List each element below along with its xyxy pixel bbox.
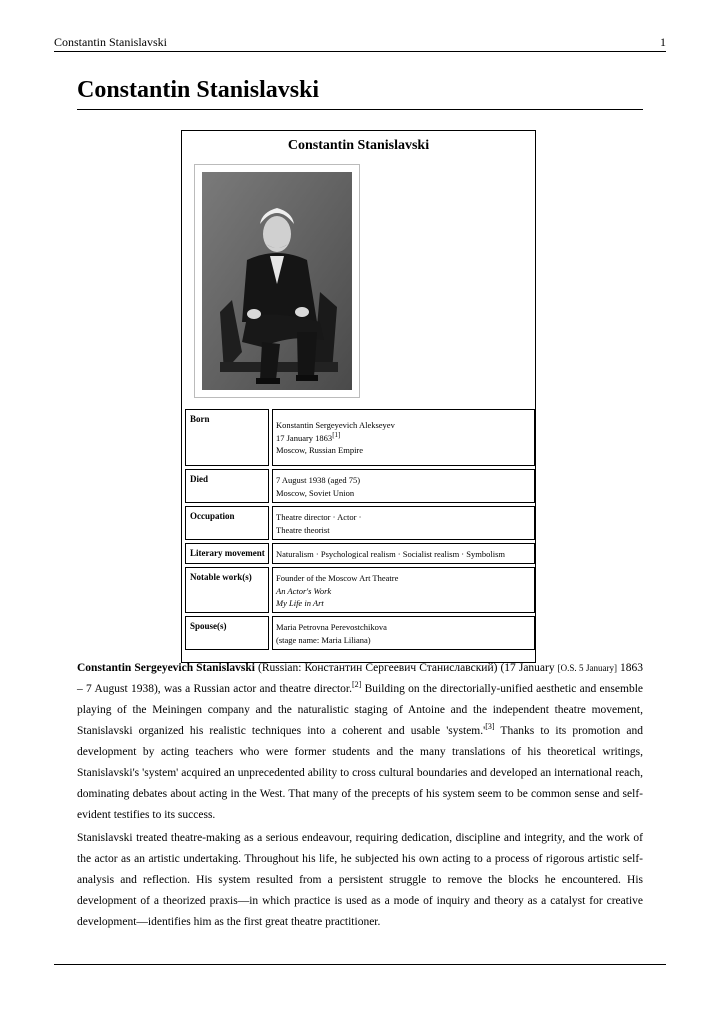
born-date: 17 January 1863: [276, 432, 333, 443]
article-title: Constantin Stanislavski: [77, 74, 643, 110]
article-body: [77, 658, 643, 935]
infobox-row-spouse: [185, 616, 535, 650]
citation-ref[interactable]: [3]: [485, 722, 495, 732]
notable-work: Founder of the Moscow Art Theatre: [276, 573, 399, 583]
infobox-label: Died: [185, 469, 269, 503]
born-name: Konstantin Sergeyevich Alekseyev: [276, 420, 395, 430]
subject-name: Constantin Sergeyevich Stanislavski: [77, 662, 255, 674]
header-title: Constantin Stanislavski: [54, 35, 168, 49]
infobox-label: Notable work(s): [185, 567, 269, 613]
page-footer-rule: [54, 964, 666, 965]
infobox-label: Born: [185, 409, 269, 466]
infobox-row-born: [185, 409, 535, 466]
born-place: Moscow, Russian Empire: [276, 445, 364, 455]
died-place: Moscow, Soviet Union: [276, 487, 355, 498]
died-date: 7 August 1938 (aged 75): [276, 475, 361, 485]
body-paragraph: [77, 658, 643, 826]
notable-work: An Actor's Work: [276, 585, 332, 596]
occupation-line: Theatre director · Actor ·: [276, 512, 362, 522]
citation-ref[interactable]: [1]: [332, 430, 341, 439]
spouse-line: (stage name: Maria Liliana): [276, 634, 371, 645]
portrait-image: [202, 172, 352, 390]
occupation-line: Theatre theorist: [276, 524, 330, 535]
portrait-photo: [194, 164, 360, 398]
page-header: [54, 33, 666, 52]
infobox-row-occupation: [185, 506, 535, 540]
infobox-row-literary-movement: [185, 543, 535, 564]
infobox-label: Occupation: [185, 506, 269, 540]
infobox-value: [272, 543, 535, 564]
infobox-value: [272, 616, 535, 650]
paragraph-text: 1863 – 7 August 1938), was a Russian actor and theatre director.: [77, 662, 643, 695]
notable-work: My Life in Art: [276, 598, 324, 608]
paragraph-text: Thanks to its promotion and development by acting teachers who were former students and the many translations of his theoretical writings, Stanislavski's 'system' acquired an unprecedented ability to cross cultural boundaries and developed an international reach, dominating debates about acting in the West. That many of the precepts of his system seem to be common sense and self-evident testifies to its success.: [77, 725, 643, 821]
born-date-line: [276, 432, 534, 445]
infobox-value: [272, 469, 535, 503]
infobox-value: [272, 567, 535, 613]
page-number: 1: [660, 35, 666, 49]
infobox-label: Spouse(s): [185, 616, 269, 650]
infobox: [181, 130, 536, 663]
infobox-row-died: [185, 469, 535, 503]
paragraph-text: Building on the directorially-unified aesthetic and ensemble playing of the Meiningen company and the naturalistic staging of Antoine and the independent theatre movement, Stanislavski organized his realistic techniques into a coherent and usable 'system.': [77, 683, 643, 737]
infobox-label: Literary movement: [185, 543, 269, 564]
movement-line: Naturalism · Psychological realism · Socialist realism · Symbolism: [276, 549, 505, 559]
old-style-date: [O.S. 5 January]: [557, 663, 617, 673]
infobox-value: [272, 506, 535, 540]
citation-ref[interactable]: [2]: [351, 680, 362, 690]
infobox-row-notable-works: [185, 567, 535, 613]
infobox-caption: Constantin Stanislavski: [287, 138, 430, 153]
paragraph-text: (Russian: Константин Сергеевич Станиславский) (17 January: [254, 662, 558, 674]
infobox-value: [272, 409, 535, 466]
body-paragraph: Stanislavski treated theatre-making as a serious endeavour, requiring dedication, discipline and integrity, and the work of the actor as an artistic undertaking. Throughout his life, he subjected his own acting to a process of rigorous artistic self-analysis and reflection. His system resulted from a persistent struggle to remove the blocks he encountered. His development of a theorized praxis—in which practice is used as a mode of inquiry and theory as a catalyst for creative development—identifies him as the first great theatre practitioner.: [77, 832, 643, 928]
spouse-line: Maria Petrovna Perevostchikova: [276, 622, 387, 632]
